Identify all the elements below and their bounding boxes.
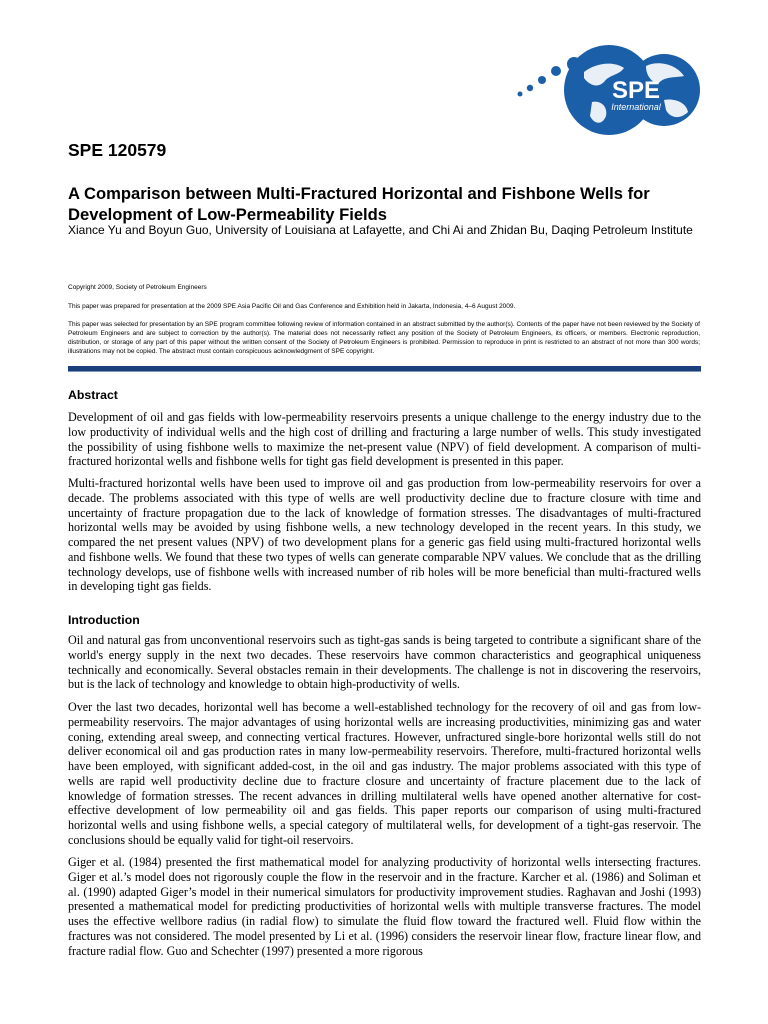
logo-name: SPE bbox=[611, 77, 661, 104]
author-line: Xiance Yu and Boyun Guo, University of Louisiana at Lafayette, and Chi Ai and Zhidan Bu, Daqing Petroleum Institute bbox=[68, 223, 693, 237]
paper-number: SPE 120579 bbox=[68, 140, 167, 160]
introduction-paragraph: Giger et al. (1984) presented the first mathematical model for analyzing productivity of horizontal wells intersecting fractures. Giger et al.’s model does not rigorously couple the flow in the reservoir and in the fracture. Karcher et al. (1986) and Soliman et al. (1990) adapted Giger’s model in their numerical simulators for productivity improvement studies. Raghavan and Joshi (1993) presented a mathematical model for predicting productivities of horizontal wells with multiple transverse fractures. The model uses the effective wellbore radius (in radial flow) to simulate the fluid flow toward the fractured well. Fluid flow within the fractures was not considered. The model presented by Li et al. (1996) considers the reservoir linear flow, fracture linear flow, and fracture radial flow. Guo and Schechter (1997) presented a more rigorous bbox=[68, 855, 701, 958]
abstract-paragraph: Development of oil and gas fields with low-permeability reservoirs presents a unique challenge to the energy industry due to the low productivity of individual wells and the high cost of drilling and fracturing a large number of wells. This study investigated the possibility of using fishbone wells to maximize the net-present value (NPV) of field development. A comparison of multi-fractured horizontal wells and fishbone wells for tight gas field development is presented in this paper. bbox=[68, 410, 701, 469]
review-disclaimer: This paper was selected for presentation by an SPE program committee following review of information contained in an abstract submitted by the author(s). Contents of the paper have not been reviewed by the Society of Petroleum Engineers and are subject to correction by the author(s). The material does not necessarily reflect any position of the Society of Petroleum Engineers, its officers, or members. Electronic reproduction, distribution, or storage of any part of this paper without the written consent of the Society of Petroleum Engineers is prohibited. Permission to reproduce in print is restricted to an abstract of not more than 300 words; illustrations may not be copied. The abstract must contain conspicuous acknowledgment of SPE copyright. bbox=[68, 321, 700, 355]
paper-title: A Comparison between Multi-Fractured Horizontal and Fishbone Wells for Development of Low-Permeability Fields bbox=[68, 184, 650, 224]
abstract-paragraph: Multi-fractured horizontal wells have been used to improve oil and gas production from low-permeability reservoirs for over a decade. The problems associated with this type of wells are well productivity decline due to fracture closure with time and uncertainty of fracture propagation due to the lack of knowledge of formation stresses. The disadvantages of multi-fractured horizontal wells may be avoided by using fishbone wells, a new technology developed in the recent years. In this study, we compared the net present values (NPV) of two development plans for a generic gas field using multi-fractured horizontal wells and fishbone wells. We found that these two types of wells can generate comparable NPV values. We conclude that as the drilling technology develops, use of fishbone wells with increased number of rib holes will be more beneficial than multi-fractured wells in developing tight gas fields. bbox=[68, 476, 701, 594]
copyright-notice: Copyright 2009, Society of Petroleum Engineers bbox=[68, 284, 207, 291]
abstract-heading: Abstract bbox=[68, 388, 118, 402]
logo-subtitle: International bbox=[611, 102, 661, 112]
introduction-paragraph: Oil and natural gas from unconventional reservoirs such as tight-gas sands is being targeted to contribute a significant share of the world's energy supply in the next two decades. These reservoirs have common characteristics and geographical uniqueness technically and economically. Several obstacles remain in their developments. The challenge is not in discovering the reservoirs, but is the lack of technology and knowledge to obtain high-productivity of wells. bbox=[68, 633, 701, 692]
presentation-notice: This paper was prepared for presentation at the 2009 SPE Asia Pacific Oil and Gas Conference and Exhibition held in Jakarta, Indonesia, 4–6 August 2009. bbox=[68, 303, 516, 310]
spe-international-logo bbox=[514, 42, 704, 138]
section-divider-shadow bbox=[68, 371, 701, 372]
globe-logo-graphic bbox=[514, 42, 704, 138]
introduction-heading: Introduction bbox=[68, 613, 140, 627]
introduction-paragraph: Over the last two decades, horizontal well has become a well-established technology for the recovery of oil and gas from low-permeability reservoirs. The major advantages of using horizontal wells are increasing productivities, minimizing gas and water coning, extending areal sweep, and connecting vertical fractures. However, unfractured single-bore horizontal wells still do not deliver economical oil and gas production rates in many low-permeability reservoirs. Therefore, multi-fractured horizontal wells have been employed, with significant added-cost, in the oil and gas industry. The major problems associated with this type of wells are rapid well productivity decline due to fracture closure and uncertainty of fracture placement due to the lack of knowledge of formation stresses. The recent advances in drilling multilateral wells have opened another alternative for cost-effective development of low permeability oil and gas fields. This paper reports our comparison of using multi-fractured horizontal wells and using fishbone wells, a special category of multilateral wells, for development of a tight-gas reservoir. The conclusions should be equally valid for tight-oil reservoirs. bbox=[68, 700, 701, 847]
